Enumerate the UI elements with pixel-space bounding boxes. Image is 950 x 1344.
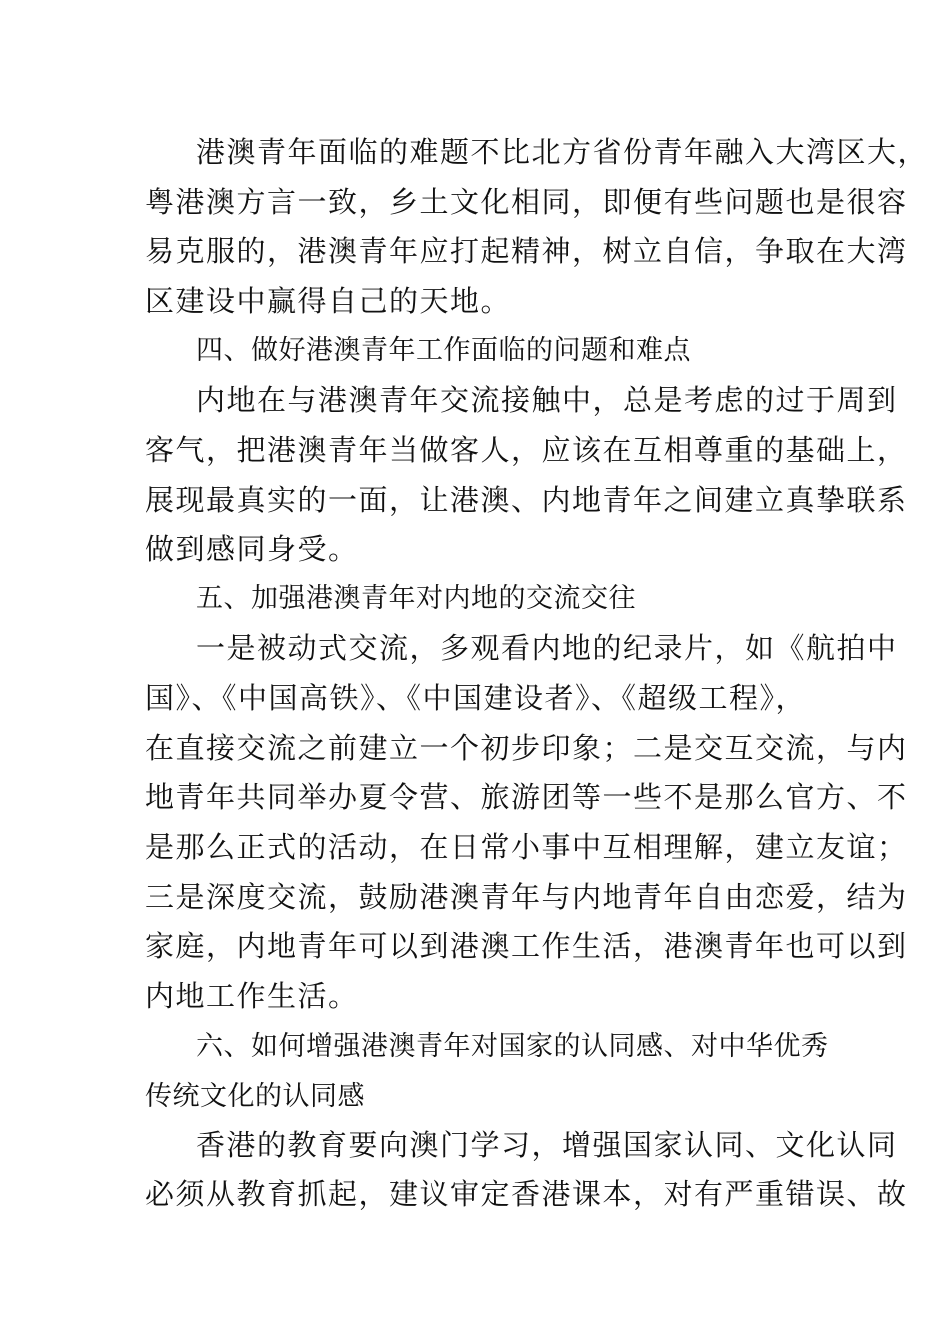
paragraph-line: 必须从教育抓起，建议审定香港课本，对有严重错误、故 — [145, 1177, 908, 1211]
section-heading: 四、做好港澳青年工作面临的问题和难点 — [196, 335, 691, 366]
paragraph-line: 做到感同身受。 — [145, 532, 359, 566]
paragraph-line: 展现最真实的一面，让港澳、内地青年之间建立真挚联系 — [145, 483, 908, 517]
section-heading: 五、加强港澳青年对内地的交流交往 — [196, 583, 636, 614]
paragraph-line: 国》、《中国高铁》、《中国建设者》、《超级工程》， — [145, 681, 807, 715]
paragraph-line: 区建设中赢得自己的天地。 — [145, 284, 512, 318]
paragraph-line: 是那么正式的活动，在日常小事中互相理解，建立友谊； — [145, 830, 908, 864]
paragraph-line: 地青年共同举办夏令营、旅游团等一些不是那么官方、不 — [145, 780, 908, 814]
paragraph-line: 内地在与港澳青年交流接触中，总是考虑的过于周到 — [196, 383, 898, 417]
paragraph-line: 一是被动式交流，多观看内地的纪录片，如《航拍中 — [196, 631, 898, 665]
paragraph-line: 内地工作生活。 — [145, 979, 359, 1013]
paragraph-line: 易克服的，港澳青年应打起精神，树立自信，争取在大湾 — [145, 234, 908, 268]
section-heading: 六、如何增强港澳青年对国家的认同感、对中华优秀 — [196, 1031, 829, 1062]
paragraph-line: 港澳青年面临的难题不比北方省份青年融入大湾区大， — [196, 135, 929, 169]
paragraph-line: 在直接交流之前建立一个初步印象；二是交互交流，与内 — [145, 731, 908, 765]
paragraph-line: 三是深度交流，鼓励港澳青年与内地青年自由恋爱，结为 — [145, 880, 908, 914]
paragraph-line: 香港的教育要向澳门学习，增强国家认同、文化认同 — [196, 1128, 898, 1162]
paragraph-line: 家庭，内地青年可以到港澳工作生活，港澳青年也可以到 — [145, 929, 908, 963]
paragraph-line: 客气，把港澳青年当做客人，应该在互相尊重的基础上， — [145, 433, 908, 467]
section-heading-continued: 传统文化的认同感 — [145, 1081, 365, 1112]
paragraph-line: 粤港澳方言一致，乡土文化相同，即便有些问题也是很容 — [145, 185, 908, 219]
